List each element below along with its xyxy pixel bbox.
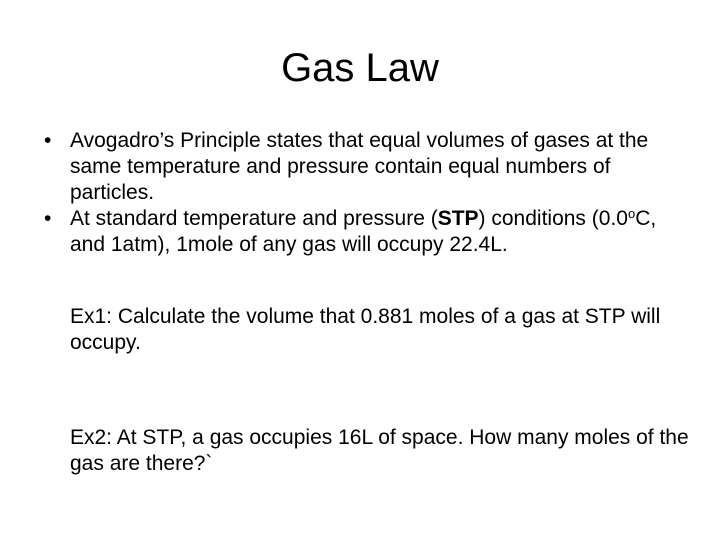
bullet-stp-text-pre: At standard temperature and pressure ( (70, 207, 438, 230)
bullet-mark: • (44, 207, 52, 230)
bullet-avogadro-text: Avogadro’s Principle states that equal volumes of gases at the same temperature and pressure contain equal numbers of particles. (70, 129, 649, 204)
bullet-stp (40, 206, 690, 258)
bullet-avogadro (40, 128, 690, 206)
degree-superscript: o (627, 206, 636, 221)
bullet-stp-text-mid: ) conditions (0.0 (478, 207, 628, 230)
bullet-mark: • (44, 129, 52, 152)
bullet-list (40, 128, 690, 258)
slide-body (40, 128, 690, 258)
slide-title: Gas Law (281, 46, 439, 90)
stp-abbreviation: STP (437, 207, 479, 230)
example-1: Ex1: Calculate the volume that 0.881 moles of a gas at STP will occupy. (70, 305, 661, 354)
example-2: Ex2: At STP, a gas occupies 16L of space. How many moles of the gas are there?` (70, 426, 689, 475)
bullet-stp-text-post: C, and 1atm), 1mole of any gas will occupy 22.4L. (70, 207, 657, 256)
